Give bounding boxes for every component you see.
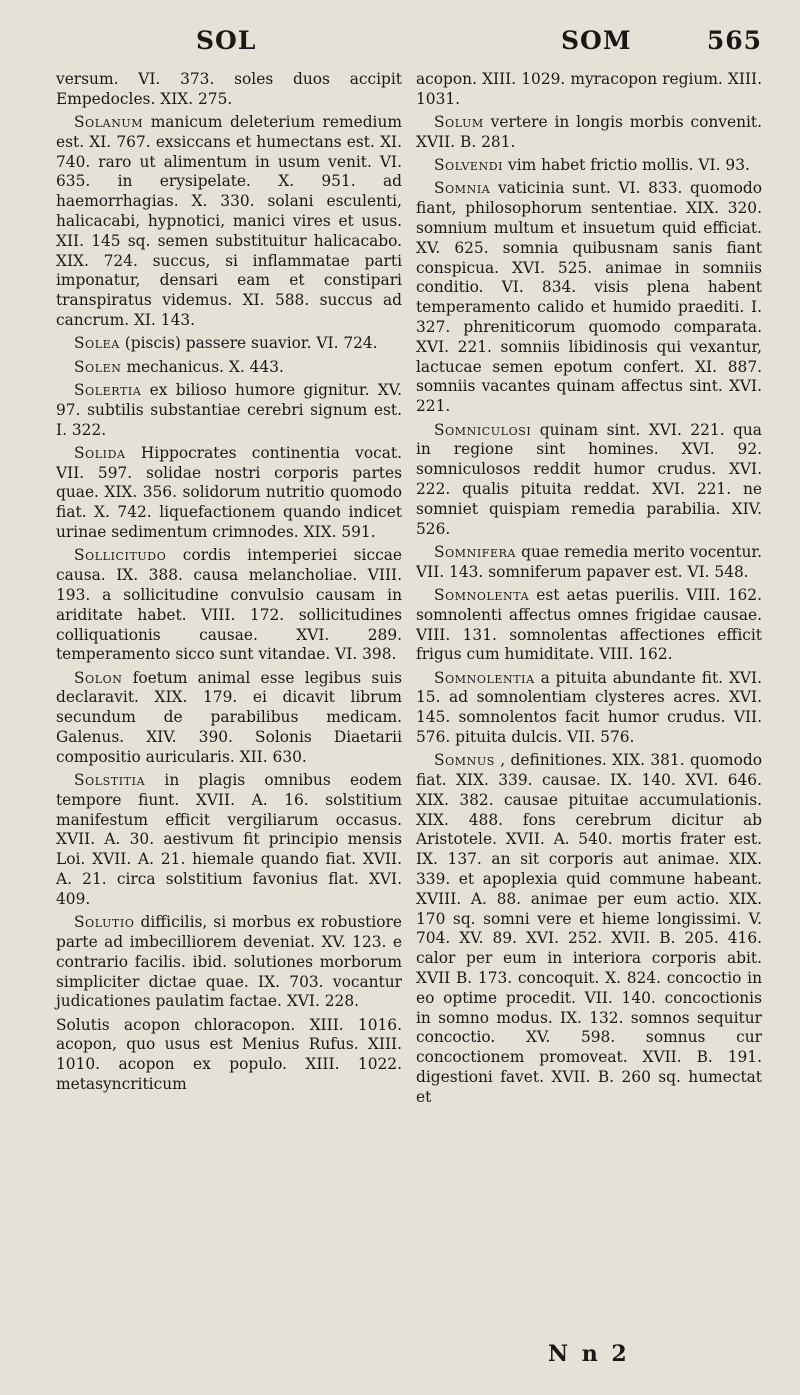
index-entry: [416, 156, 762, 176]
index-entry: [56, 771, 402, 910]
index-entry: [416, 421, 762, 540]
entry-text: (piscis) passere suavior. VI. 724.: [124, 334, 378, 353]
page-number: 565: [706, 26, 762, 55]
entry-text: in plagis omnibus eodem tempore fiunt. XVII. A. 16. solstitium manifestum efficit vergiliarum occasus. XVII. A. 30. aestivum fit principio mensis Loi. XVII. A. 21. hiemale quando fiat. XVII. A. 21. circa solstitium favonius flat. XVI. 409.: [56, 771, 402, 908]
index-entry: [56, 381, 402, 440]
entry-text: vim habet frictio mollis. VI. 93.: [508, 156, 750, 175]
entry-headword: Somnolentia: [434, 668, 535, 687]
index-entry: [56, 358, 402, 378]
entry-headword: Solen: [74, 357, 122, 376]
entry-headword: Solertia: [74, 380, 142, 399]
index-entry: [416, 70, 762, 110]
entry-headword: Sollicitudo: [74, 546, 167, 565]
text-columns: [56, 70, 762, 1111]
entry-headword: Solanum: [74, 113, 144, 132]
index-entry: [416, 586, 762, 665]
entry-headword: Solea: [74, 334, 120, 353]
header-left-word: SOL: [196, 26, 257, 55]
entry-headword: Solida: [74, 443, 126, 462]
index-entry: [416, 751, 762, 1107]
entry-text: vertere in longis morbis convenit. XVII. B. 281.: [416, 113, 762, 151]
entry-text: , definitiones. XIX. 381. quomodo fiat. XIX. 339. causae. IX. 140. XVI. 646. XIX. 382. causae pituitae accumulationis. XIX. 488. fons cerebrum dicitur ab Aristotele. XVII. A. 540. mortis frater est. IX. 137. an sit corporis aut animae. XIX. 339. et apoplexia quid commune habeant. XVIII. A. 88. animae per eum actio. XIX. 170 sq. somni vere et hieme longissimi. V. 704. XV. 89. XVI. 252. XVII. B. 205. 416. calor per eum in interiora corporis abit. XVII B. 173. concoquit. X. 824. concoctio in eo optime procedit. VII. 140. concoctionis in somno modus. IX. 132. somnos sequitur concoctio. XV. 598. somnus cur concoctionem promoveat. XVII. B. 191. digestioni favet. XVII. B. 260 sq. humectat et: [416, 751, 762, 1106]
entry-text: foetum animal esse legibus suis declaravit. XIX. 179. ei dicavit librum secundum de parabilibus medicam. Galenus. XIV. 390. Solonis Diaetarii compositio auricularis. XII. 630.: [56, 668, 402, 766]
index-entry: [416, 669, 762, 748]
signature-mark: N n 2: [548, 1341, 630, 1367]
entry-headword: Somnolenta: [434, 585, 530, 604]
entry-headword: Somniculosi: [434, 420, 532, 439]
entry-headword: Solvendi: [434, 156, 504, 175]
entry-text: mechanicus. X. 443.: [126, 357, 284, 376]
running-header: [56, 26, 762, 70]
entry-text: a pituita abundante fit. XVI. 15. ad somnolentiam clysteres acres. XVI. 145. somnolentos facit humor crudus. VII. 576. pituita dulcis. VII. 576.: [416, 668, 762, 746]
entry-text: manicum deleterium remedium est. XI. 767. exsiccans et humectans est. XI. 740. raro ut alimentum in usum venit. VI. 635. in erysipelate. X. 951. ad haemorrhagias. X. 330. solani esculenti, halicacabi, hypnotici, manici vires et usus. XII. 145 sq. semen substituitur halicacabo. XIX. 724. succus, si inflammatae parti imponatur, densari eam et constipari transpiratus videmus. XI. 588. succus ad cancrum. XI. 143.: [56, 113, 402, 330]
index-entry: [56, 334, 402, 354]
entry-text: Hippocrates continentia vocat. VII. 597. solidae nostri corporis partes quae. XIX. 356. solidorum nutritio quomodo fiat. X. 742. liquefactionem quando indicet urinae sedimentum crimnodes. XIX. 591.: [56, 443, 402, 542]
index-entry: [416, 113, 762, 153]
entry-text: acopon. XIII. 1029. myracopon regium. XIII. 1031.: [416, 70, 762, 108]
index-entry: [56, 113, 402, 331]
index-entry: [56, 913, 402, 1012]
entry-text: cordis intemperiei siccae causa. IX. 388. causa melancholiae. VIII. 193. a sollicitudine convulsio causam in ariditate habet. VIII. 172. sollicitudines colliquationis causae. XVI. 289. temperamento sicco sunt vitandae. VI. 398.: [56, 546, 402, 664]
entry-headword: Somnus: [434, 751, 495, 770]
index-entry: [56, 546, 402, 665]
entry-headword: Solon: [74, 668, 123, 687]
index-entry: [56, 444, 402, 543]
entry-text: est aetas puerilis. VIII. 162. somnolenti affectus omnes frigidae causae. VIII. 131. somnolentas affectiones efficit frigus cum humiditate. VIII. 162.: [416, 585, 762, 664]
index-entry: [56, 669, 402, 768]
entry-text: versum. VI. 373. soles duos accipit Empedocles. XIX. 275.: [56, 70, 402, 108]
entry-text: Solutis acopon chloracopon. XIII. 1016. acopon, quo usus est Menius Rufus. XIII. 1010. acopon ex populo. XIII. 1022. metasyncriticum: [56, 1015, 402, 1094]
entry-headword: Somnifera: [434, 542, 517, 561]
left-column: [56, 70, 402, 1111]
entry-headword: Solum: [434, 113, 484, 132]
right-column: [416, 70, 762, 1111]
header-right-word: SOM: [561, 26, 632, 55]
entry-text: ex bilioso humore gignitur. XV. 97. subtilis substantiae cerebri signum est. I. 322.: [56, 380, 402, 439]
entry-headword: Solutio: [74, 913, 135, 932]
index-entry: [56, 1016, 402, 1095]
index-entry: [416, 179, 762, 417]
entry-text: quinam sint. XVI. 221. qua in regione sint homines. XVI. 92. somniculosos reddit humor crudus. XVI. 222. qualis pituita reddat. XVI. 221. ne somniet quispiam remedia parabilia. XIV. 526.: [416, 420, 762, 538]
entry-text: quae remedia merito vocentur. VII. 143. somniferum papaver est. VI. 548.: [416, 542, 762, 581]
entry-headword: Solstitia: [74, 771, 146, 790]
index-entry: [416, 543, 762, 583]
entry-headword: Somnia: [434, 179, 491, 198]
entry-text: vaticinia sunt. VI. 833. quomodo fiant, philosophorum sententiae. XIX. 320. somnium multum et insuetum quid efficiat. XV. 625. somnia quibusnam sanis fiant conspicua. XVI. 525. animae in somniis conditio. VI. 834. visis plena habent temperamento calido et humido praediti. I. 327. phreniticorum quomodo comparata. XVI. 221. somniis libidinosis qui vexantur, lactucae semen epotum confert. XI. 887. somniis vacantes quinam affectus sint. XVI. 221.: [416, 179, 762, 416]
index-entry: [56, 70, 402, 110]
entry-text: difficilis, si morbus ex robustiore parte ad imbecilliorem deveniat. XV. 123. e contrario facilis. ibid. solutiones morborum simpliciter dictae quae. IX. 703. vocantur judicationes paulatim factae. XVI. 228.: [56, 913, 402, 1011]
